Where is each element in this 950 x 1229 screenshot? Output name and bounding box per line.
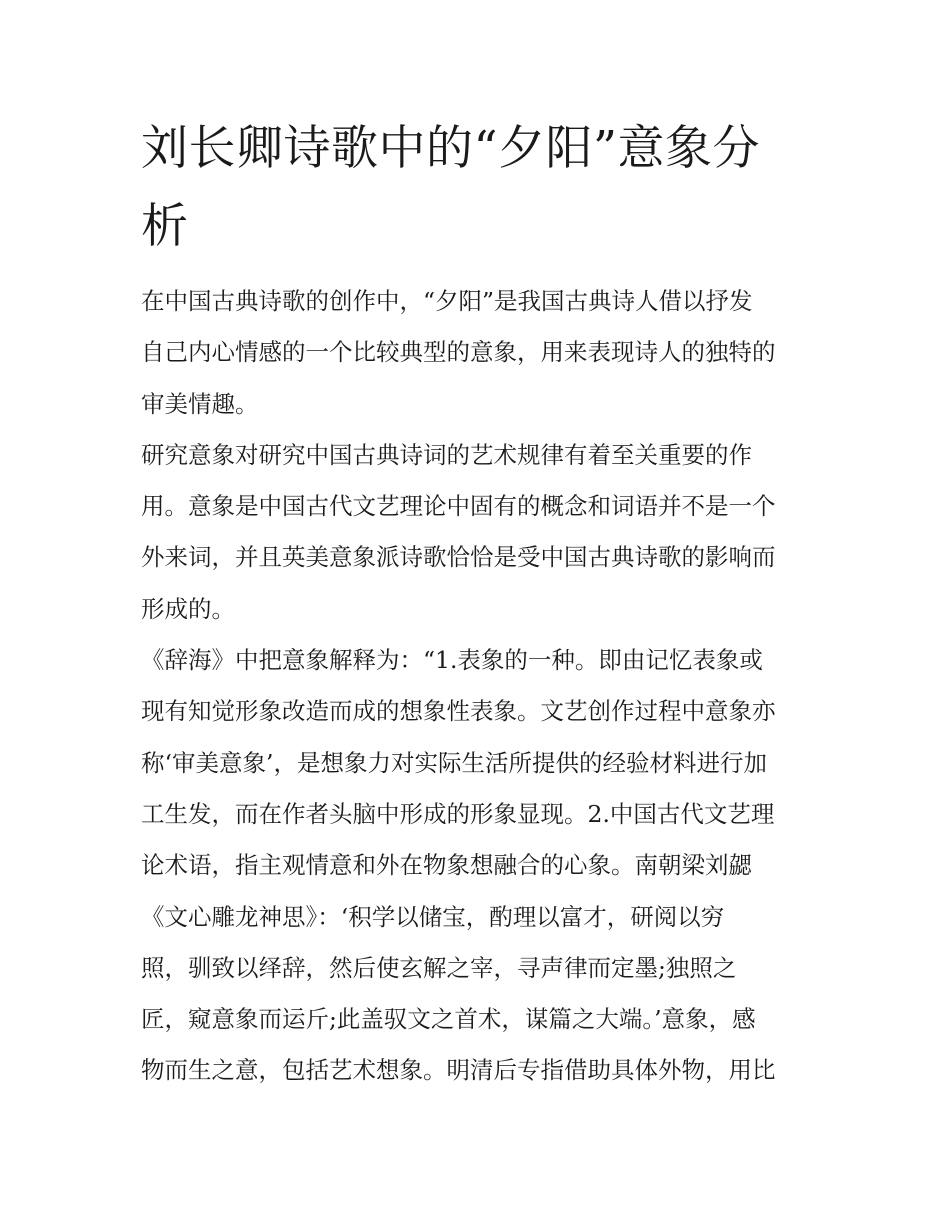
document-body [141,276,821,1097]
title-line: 析 [141,199,189,254]
text-line: 照，驯致以绎辞，然后使玄解之宰，寻声律而定墨;独照之 [141,953,737,982]
text-line: 形成的。 [141,594,235,623]
document-content [141,110,821,1097]
text-line: 外来词，并且英美意象派诗歌恰恰是受中国古典诗歌的影响而 [141,543,776,572]
text-line: 用。意象是中国古代文艺理论中固有的概念和词语并不是一个 [141,492,776,521]
text-line: 物而生之意，包括艺术想象。明清后专指借助具体外物，用比 [141,1056,776,1085]
paragraph [141,430,821,635]
text-line: 现有知觉形象改造而成的想象性表象。文艺创作过程中意象亦 [141,697,776,726]
text-line: 工生发，而在作者头脑中形成的形象显现。2.中国古代文艺理 [141,799,775,828]
text-line: 《文心雕龙神思》：‘积学以储宝，酌理以富才，研阅以穷 [141,902,725,931]
text-line: 在中国古典诗歌的创作中，“夕阳”是我国古典诗人借以抒发 [141,287,753,315]
text-line: 研究意象对研究中国古典诗词的艺术规律有着至关重要的作 [141,440,752,469]
paragraph [141,635,821,1097]
paragraph [141,276,821,430]
text-line: 称‘审美意象’，是想象力对实际生活所提供的经验材料进行加 [141,748,767,777]
text-line: 《辞海》中把意象解释为：“1.表象的一种。即由记忆表象或 [141,646,763,675]
text-line: 审美情趣。 [141,389,259,418]
text-line: 匠，窥意象而运斤;此盖驭文之首术，谋篇之大端。’意象，感 [141,1005,756,1034]
title-line: 刘长卿诗歌中的“夕阳”意象分 [141,121,761,176]
text-line: 自己内心情感的一个比较典型的意象，用来表现诗人的独特的 [141,338,776,367]
document-title [141,110,821,266]
text-line: 论术语，指主观情意和外在物象想融合的心象。南朝梁刘勰 [141,851,752,880]
